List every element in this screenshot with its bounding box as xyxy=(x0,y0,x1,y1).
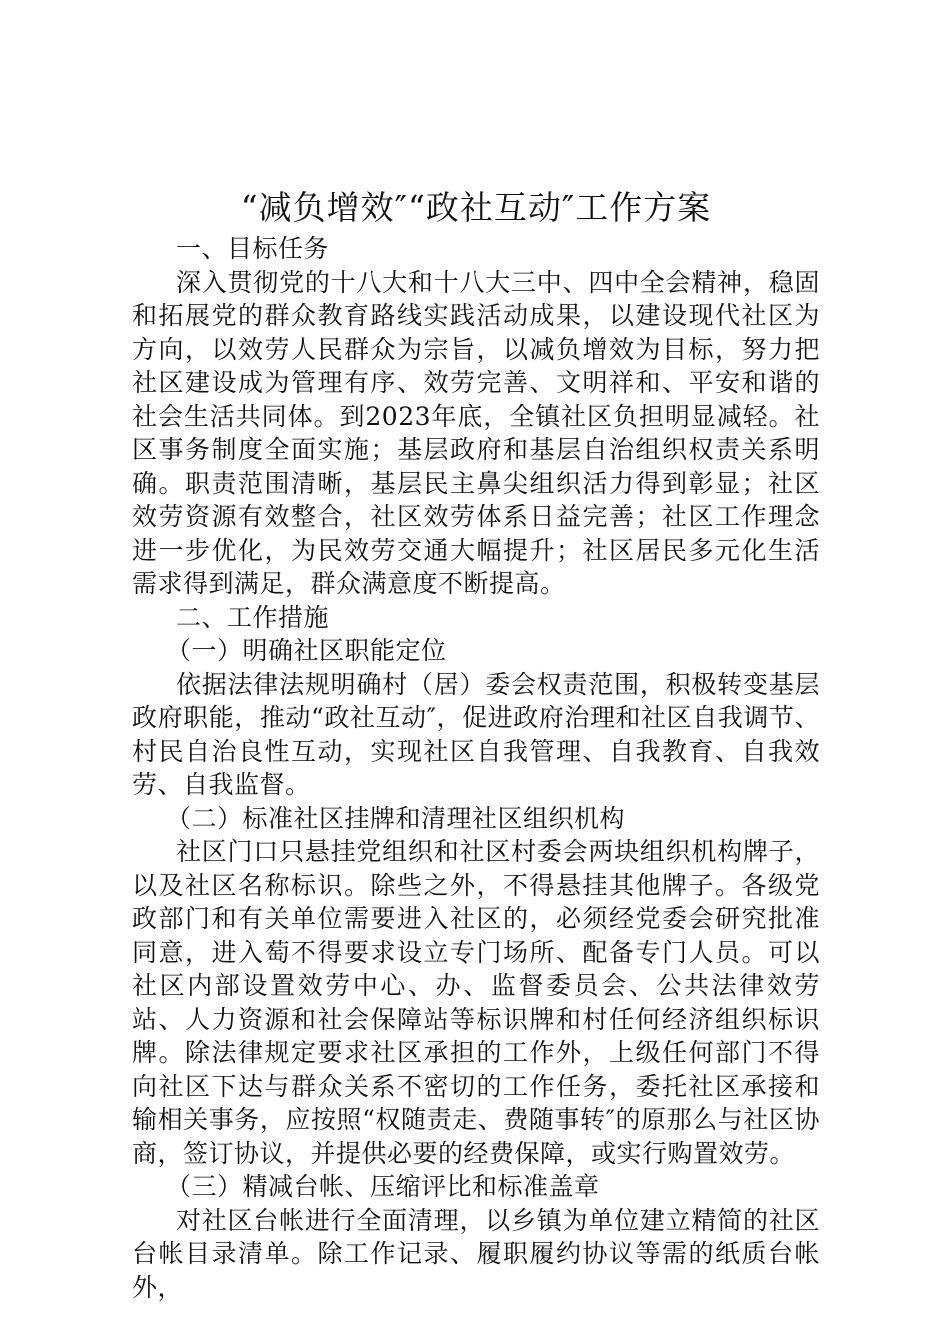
subsection-heading-1: （一）明确社区职能定位 xyxy=(166,636,447,665)
section-heading-goals: 一、目标任务 xyxy=(176,234,330,263)
paragraph-1: 依据法律法规明确村（居）委会权责范围，积极转变基层政府职能，推动“政社互动″，促进政府治理和社区自我调节、村民自治良性互动，实现社区自我管理、自我教育、自我效劳、自我监督。 xyxy=(132,669,820,799)
paragraph-goals: 深入贯彻党的十八大和十八大三中、四中全会精神，稳固和拓展党的群众教育路线实践活动成果，以建设现代社区为方向，以效劳人民群众为宗旨，以减负增效为目标，努力把社区建设成为管理有序、效劳完善、文明祥和、平安和谐的社会生活共同体。到2023年底，全镇社区负担明显减轻。社区事务制度全面实施；基层政府和基层自治组织权责关系明确。职责范围清晰，基层民主鼻尖组织活力得到彰显；社区效劳资源有效整合，社区效劳体系日益完善；社区工作理念进一步优化，为民效劳交通大幅提升；社区居民多元化生活需求得到满足，群众满意度不断提高。 xyxy=(132,267,820,598)
section-heading-measures: 二、工作措施 xyxy=(176,602,330,632)
paragraph-2: 社区门口只悬挂党组织和社区村委会两块组织机构牌子，以及社区名称标识。除些之外，不得悬挂其他牌子。各级党政部门和有关单位需要进入社区的，必须经党委会研究批准同意，进入萄不得要求设立专门场所、配备专门人员。可以社区内部设置效劳中心、办、监督委员会、公共法律效劳站、人力资源和社会保障站等标识牌和村任何经济组织标识牌。除法律规定要求社区承担的工作外，上级任何部门不得向社区下达与群众关系不密切的工作任务，委托社区承接和输相关事务，应按照“权随责走、费随事转″的原那么与社区协商，签订协议，并提供必要的经费保障，或实行购置效劳。 xyxy=(132,837,820,1168)
subsection-heading-2: （二）标准社区挂牌和清理社区组织机构 xyxy=(166,803,626,833)
subsection-heading-3: （三）精减台帐、压缩评比和标准盖章 xyxy=(166,1172,600,1201)
paragraph-3: 对社区台帐进行全面清理，以乡镇为单位建立精简的社区台帐目录清单。除工作记录、履职履约协议等需的纸质台帐外， xyxy=(132,1205,820,1302)
document-page xyxy=(132,186,820,1304)
document-title: “减负增效″“政社互动″工作方案 xyxy=(240,188,712,227)
